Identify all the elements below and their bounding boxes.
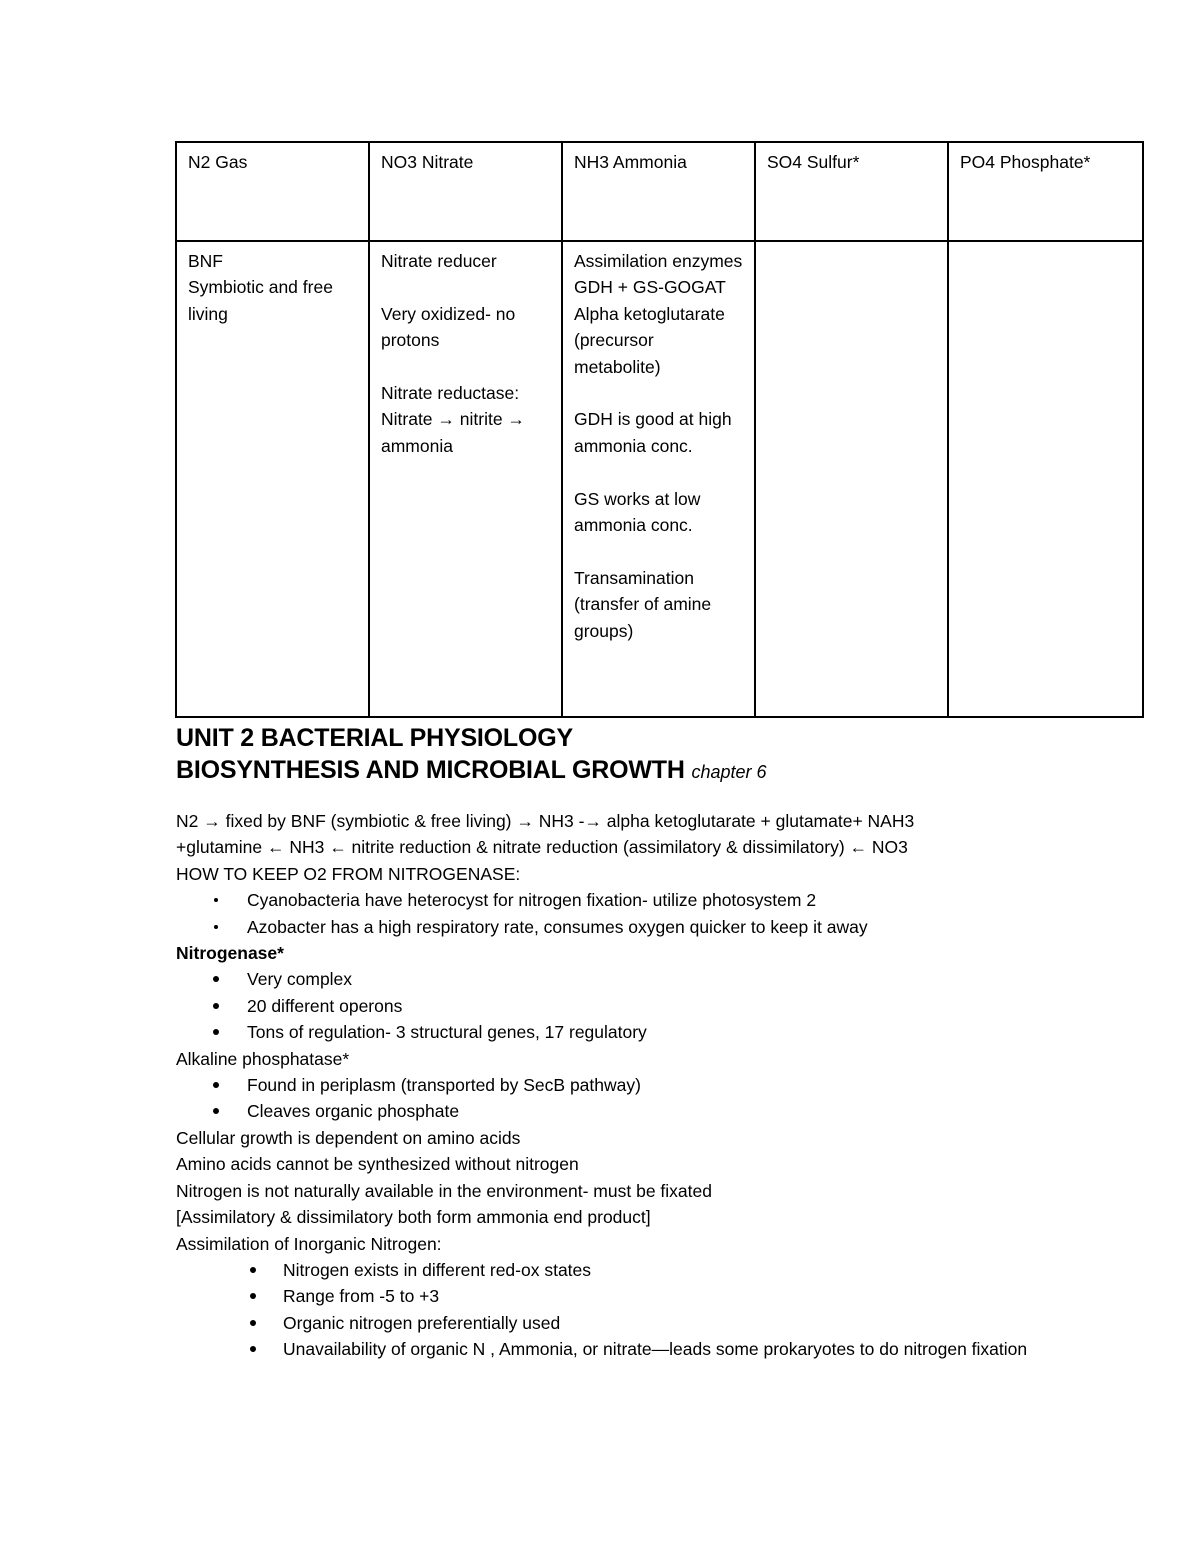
list-item: Very complex bbox=[176, 966, 1136, 992]
header-nh3-ammonia: NH3 Ammonia bbox=[562, 142, 755, 241]
cell-po4-phosphate bbox=[948, 241, 1143, 717]
unit-title: UNIT 2 BACTERIAL PHYSIOLOGY bbox=[176, 724, 573, 752]
chapter-title bbox=[176, 754, 1136, 788]
alkaline-heading: Alkaline phosphatase* bbox=[176, 1048, 350, 1069]
amino-line: Amino acids cannot be synthesized without nitrogen bbox=[176, 1154, 579, 1175]
list-item: Unavailability of organic N , Ammonia, or nitrate—leads some prokaryotes to do nitrogen fixation bbox=[176, 1336, 1136, 1362]
o2-list bbox=[176, 887, 1136, 940]
header-no3-nitrate: NO3 Nitrate bbox=[369, 142, 562, 241]
header-so4-sulfur: SO4 Sulfur* bbox=[755, 142, 948, 241]
nitrogenase-heading: Nitrogenase* bbox=[176, 943, 284, 964]
list-item: Cyanobacteria have heterocyst for nitrogen fixation- utilize photosystem 2 bbox=[176, 887, 1136, 913]
list-item: Cleaves organic phosphate bbox=[176, 1098, 1136, 1124]
o2-heading: HOW TO KEEP O2 FROM NITROGENASE: bbox=[176, 863, 521, 884]
bracket-note: [Assimilatory & dissimilatory both form ammonia end product] bbox=[176, 1207, 651, 1228]
notes-section bbox=[176, 722, 1136, 1363]
assimilation-heading: Assimilation of Inorganic Nitrogen: bbox=[176, 1233, 442, 1254]
list-item: Nitrogen exists in different red-ox states bbox=[176, 1257, 1136, 1283]
cell-nh3-ammonia: Assimilation enzymes GDH + GS-GOGAT Alpha ketoglutarate (precursor metabolite) GDH is good at high ammonia conc. GS works at low ammonia conc. Transamination (transfer of amine groups) bbox=[562, 241, 755, 717]
pathway-line-1: N2 → fixed by BNF (symbiotic & free living) → NH3 -→ alpha ketoglutarate + glutamate+ NAH3 bbox=[176, 811, 915, 831]
environment-line: Nitrogen is not naturally available in the environment- must be fixated bbox=[176, 1180, 712, 1201]
pathway-line-2: +glutamine ← NH3 ← nitrite reduction & nitrate reduction (assimilatory & dissimilatory) ← NO3 bbox=[176, 837, 908, 858]
nitrogenase-list bbox=[176, 966, 1136, 1045]
list-item: Tons of regulation- 3 structural genes, 17 regulatory bbox=[176, 1019, 1136, 1045]
table-row bbox=[176, 241, 1143, 717]
header-n2-gas: N2 Gas bbox=[176, 142, 369, 241]
nutrient-table bbox=[175, 141, 1144, 718]
cell-no3-nitrate: Nitrate reducer Very oxidized- no protons Nitrate reductase: Nitrate → nitrite → ammonia bbox=[369, 241, 562, 717]
header-po4-phosphate: PO4 Phosphate* bbox=[948, 142, 1143, 241]
alkaline-list bbox=[176, 1072, 1136, 1125]
chapter-label: chapter 6 bbox=[691, 762, 767, 782]
list-item: 20 different operons bbox=[176, 993, 1136, 1019]
assimilation-list bbox=[176, 1257, 1136, 1363]
chapter-title-text: BIOSYNTHESIS AND MICROBIAL GROWTH bbox=[176, 756, 685, 784]
list-item: Range from -5 to +3 bbox=[176, 1283, 1136, 1309]
list-item: Found in periplasm (transported by SecB pathway) bbox=[176, 1072, 1136, 1098]
list-item: Azobacter has a high respiratory rate, consumes oxygen quicker to keep it away bbox=[176, 914, 1136, 940]
spacer bbox=[176, 788, 1136, 808]
cell-so4-sulfur bbox=[755, 241, 948, 717]
list-item: Organic nitrogen preferentially used bbox=[176, 1310, 1136, 1336]
growth-line: Cellular growth is dependent on amino acids bbox=[176, 1127, 521, 1148]
table-header-row bbox=[176, 142, 1143, 241]
cell-n2-gas: BNF Symbiotic and free living bbox=[176, 241, 369, 717]
